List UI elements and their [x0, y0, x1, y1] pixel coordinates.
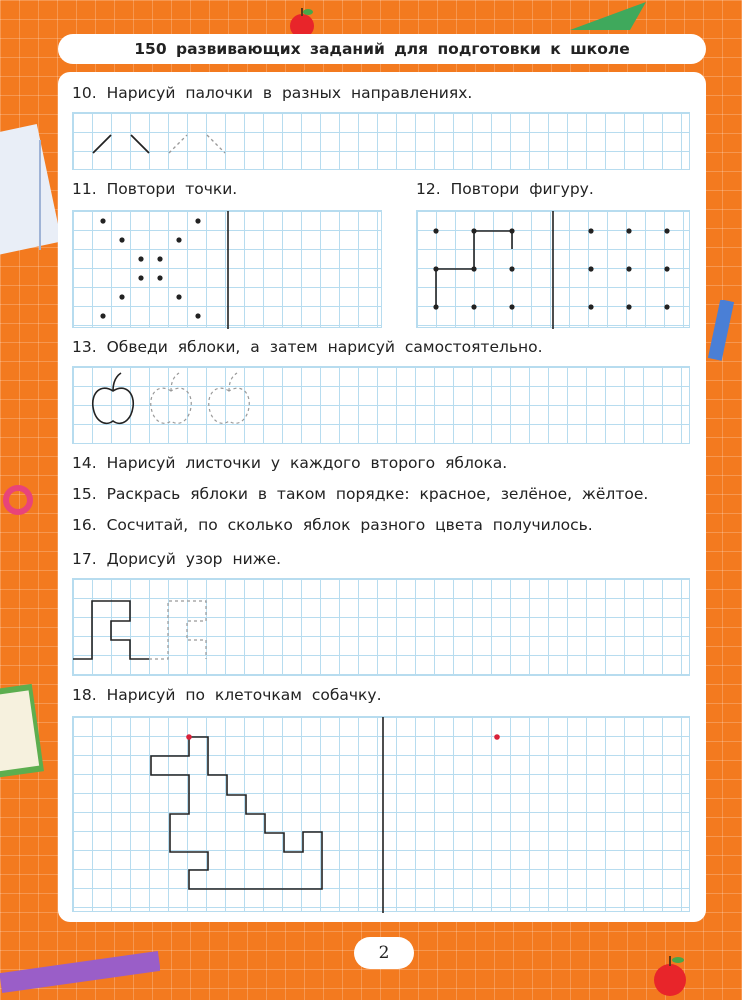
- task-12-label: 12. Повтори фигуру.: [416, 180, 594, 198]
- apple-icon-bottom: [648, 950, 692, 1000]
- dog-start-dot: [186, 734, 192, 740]
- task-10-strokes: [73, 113, 691, 171]
- book-icon: [0, 680, 44, 780]
- task-18-grid[interactable]: [72, 716, 690, 912]
- task-12-figure: [417, 211, 691, 329]
- task-16-label: 16. Сосчитай, по сколько яблок разного цвета получилось.: [72, 516, 593, 534]
- task-11-grid[interactable]: [72, 210, 382, 328]
- dog-copy-start-dot: [494, 734, 500, 740]
- scissors-icon: [0, 470, 50, 530]
- page-title: 150 развивающих заданий для подготовки к школе: [58, 34, 706, 64]
- task-11-label: 11. Повтори точки.: [72, 180, 238, 198]
- pencil-icon: [702, 300, 742, 370]
- task-12-grid[interactable]: [416, 210, 690, 328]
- task-17-pattern: [73, 579, 691, 677]
- task-15-label: 15. Раскрась яблоки в таком порядке: красное, зелёное, жёлтое.: [72, 485, 649, 503]
- task-13-label: 13. Обведи яблоки, а затем нарисуй самостоятельно.: [72, 338, 543, 356]
- task-18-dog: [73, 717, 691, 913]
- task-17-grid[interactable]: [72, 578, 690, 676]
- task-11-dots: [73, 211, 383, 329]
- task-18-label: 18. Нарисуй по клеточкам собачку.: [72, 686, 382, 704]
- worksheet: [58, 72, 706, 922]
- ruler-icon: [0, 942, 160, 1000]
- task-14-label: 14. Нарисуй листочки у каждого второго яблока.: [72, 454, 508, 472]
- task-13-grid[interactable]: [72, 366, 690, 444]
- task-10-label: 10. Нарисуй палочки в разных направлениях.: [72, 84, 473, 102]
- task-17-label: 17. Дорисуй узор ниже.: [72, 550, 282, 568]
- page-number: 2: [354, 937, 414, 969]
- task-13-apples: [73, 367, 691, 445]
- notebook-decoration: [0, 120, 60, 270]
- task-10-grid[interactable]: [72, 112, 690, 170]
- triangle-ruler-icon: [570, 0, 650, 32]
